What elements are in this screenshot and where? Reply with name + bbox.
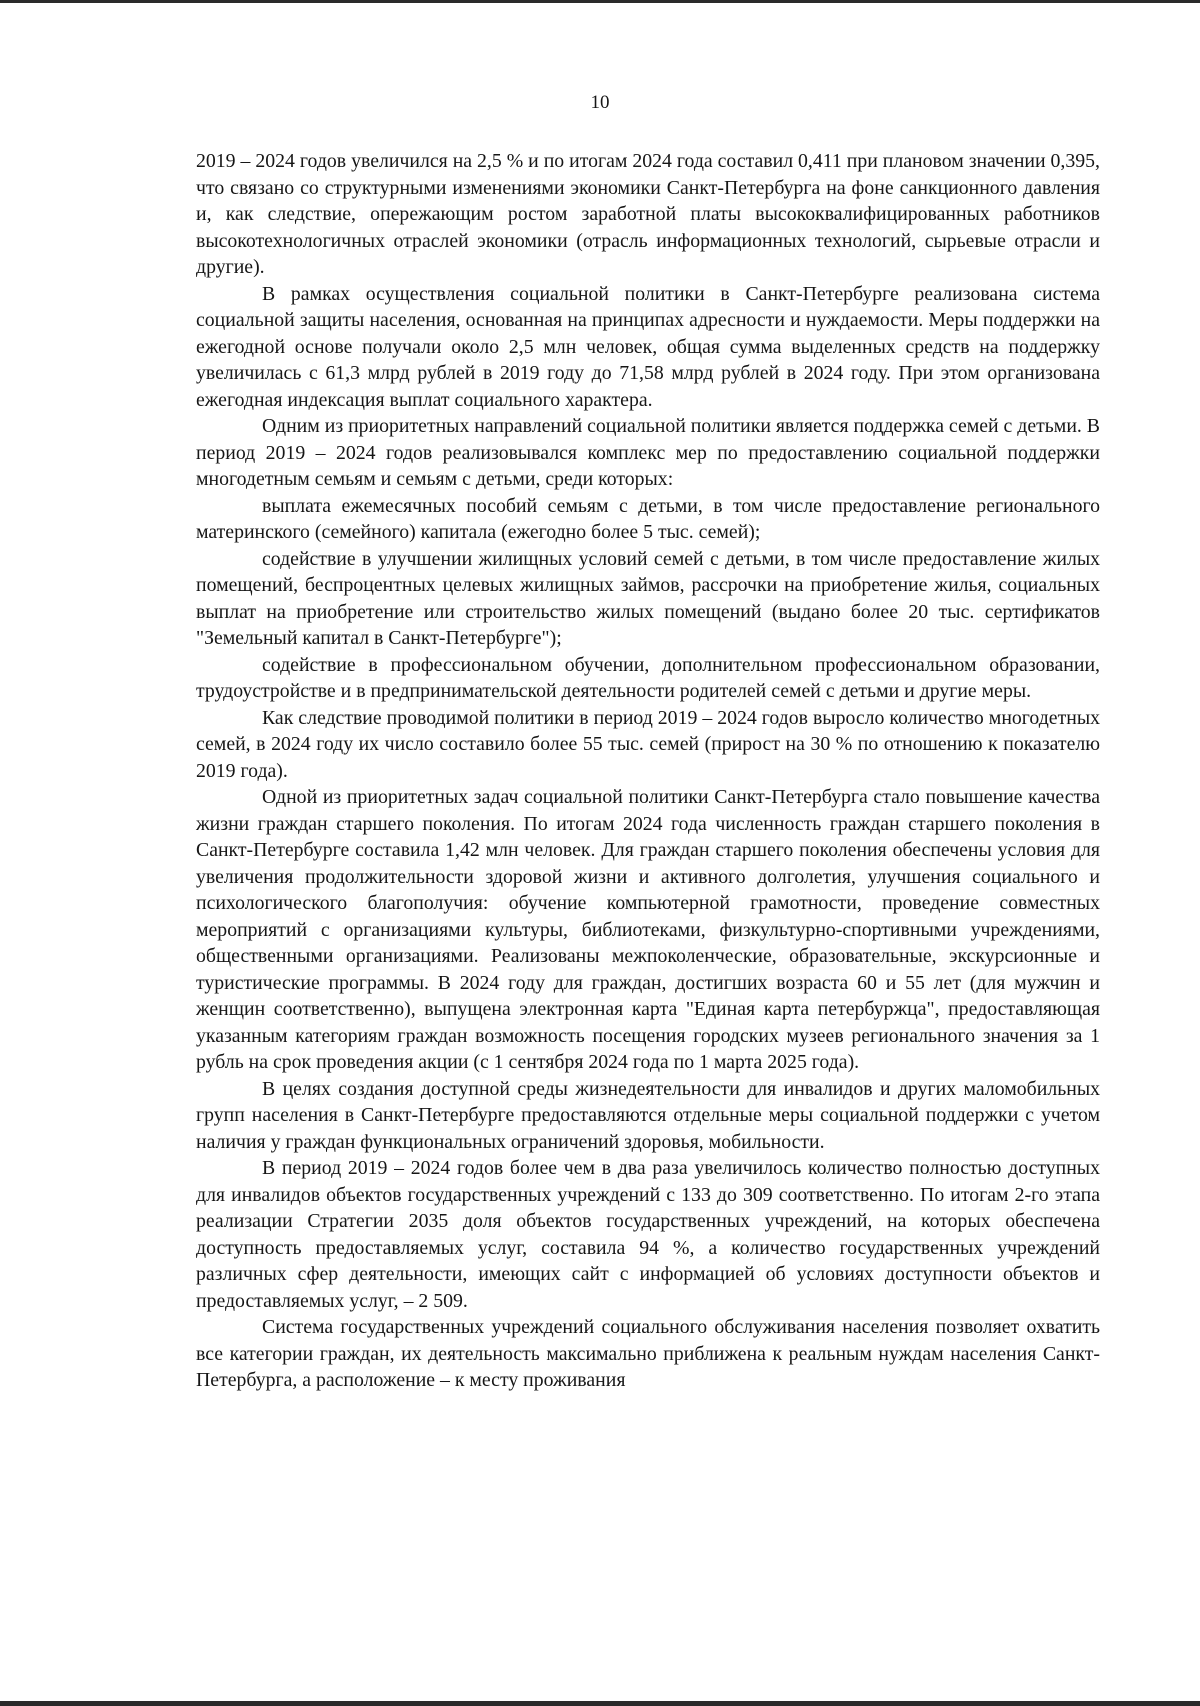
page-number: 10 [590,92,610,113]
list-item-monthly-allowances: выплата ежемесячных пособий семьям с детьми, в том числе предоставление регионального материнского (семейного) капитала (ежегодно более 5 тыс. семей); [196,494,1100,543]
list-item-housing-assistance: содействие в улучшении жилищных условий семей с детьми, в том числе предоставление жилых помещений, беспроцентных целевых жилищных займов, рассрочки на приобретение жилья, социальных выплат на приобретение или строительство жилых помещений (выдано более 20 тыс. сертификатов "Земельный капитал в Санкт-Петербурге"); [196,547,1100,649]
paragraph-large-families-growth: Как следствие проводимой политики в период 2019 – 2024 годов выросло количество многодетных семей, в 2024 году их число составило более 55 тыс. семей (прирост на 30 % по отношению к показателю 2019 года). [196,706,1100,782]
document-body [196,148,1100,1394]
paragraph-accessible-environment: В целях создания доступной среды жизнедеятельности для инвалидов и других маломобильных групп населения в Санкт-Петербурге предоставляются отдельные меры социальной поддержки с учетом наличия у граждан функциональных ограничений здоровья, мобильности. [196,1077,1100,1153]
list-item-professional-training: содействие в профессиональном обучении, дополнительном профессиональном образовании, трудоустройстве и в предпринимательской деятельности родителей семей с детьми и другие меры. [196,653,1100,702]
paragraph-accessible-objects: В период 2019 – 2024 годов более чем в два раза увеличилось количество полностью доступных для инвалидов объектов государственных учреждений с 133 до 309 соответственно. По итогам 2-го этапа реализации Стратегии 2035 доля объектов государственных учреждений, на которых обеспечена доступность предоставляемых услуг, составила 94 %, а количество государственных учреждений различных сфер деятельности, имеющих сайт с информацией об условиях доступности объектов и предоставляемых услуг, – 2 509. [196,1157,1100,1312]
paragraph-older-generation: Одной из приоритетных задач социальной политики Санкт-Петербурга стало повышение качества жизни граждан старшего поколения. По итогам 2024 года численность граждан старшего поколения в Санкт-Петербурге составила 1,42 млн человек. Для граждан старшего поколения обеспечены условия для увеличения продолжительности здоровой жизни и активного долголетия, улучшения социального и психологического благополучия: обучение компьютерной грамотности, проведение совместных мероприятий с организациями культуры, библиотеками, физкультурно-спортивными учреждениями, общественными организациями. Реализованы межпоколенческие, образовательные, экскурсионные и туристические программы. В 2024 году для граждан, достигших возраста 60 и 55 лет (для мужчин и женщин соответственно), выпущена электронная карта "Единая карта петербуржца", предоставляющая указанным категориям граждан возможность посещения городских музеев регионального значения за 1 рубль на срок проведения акции (с 1 сентября 2024 года по 1 марта 2025 года). [196,786,1100,1073]
paragraph-family-support: Одним из приоритетных направлений социальной политики является поддержка семей с детьми. В период 2019 – 2024 годов реализовывался комплекс мер по предоставлению социальной поддержки многодетным семьям и семьям с детьми, среди которых: [196,415,1100,490]
paragraph-social-services-system: Система государственных учреждений социального обслуживания населения позволяет охватить все категории граждан, их деятельность максимально приближена к реальным нуждам населения Санкт-Петербурга, а расположение – к месту проживания [196,1316,1100,1391]
paragraph-social-protection: В рамках осуществления социальной политики в Санкт-Петербурге реализована система социальной защиты населения, основанная на принципах адресности и нуждаемости. Меры поддержки на ежегодной основе получали около 2,5 млн человек, общая сумма выделенных средств на поддержку увеличилась с 61,3 млрд рублей в 2019 году до 71,58 млрд рублей в 2024 году. При этом организована ежегодная индексация выплат социального характера. [196,282,1100,411]
paragraph-continuation: 2019 – 2024 годов увеличился на 2,5 % и по итогам 2024 года составил 0,411 при плановом значении 0,395, что связано со структурными изменениями экономики Санкт-Петербурга на фоне санкционного давления и, как следствие, опережающим ростом заработной платы высококвалифицированных работников высокотехнологичных отраслей экономики (отрасль информационных технологий, сырьевые отрасли и другие). [196,150,1100,278]
scan-edge-bottom [0,1701,1200,1706]
scan-edge-top [0,0,1200,3]
